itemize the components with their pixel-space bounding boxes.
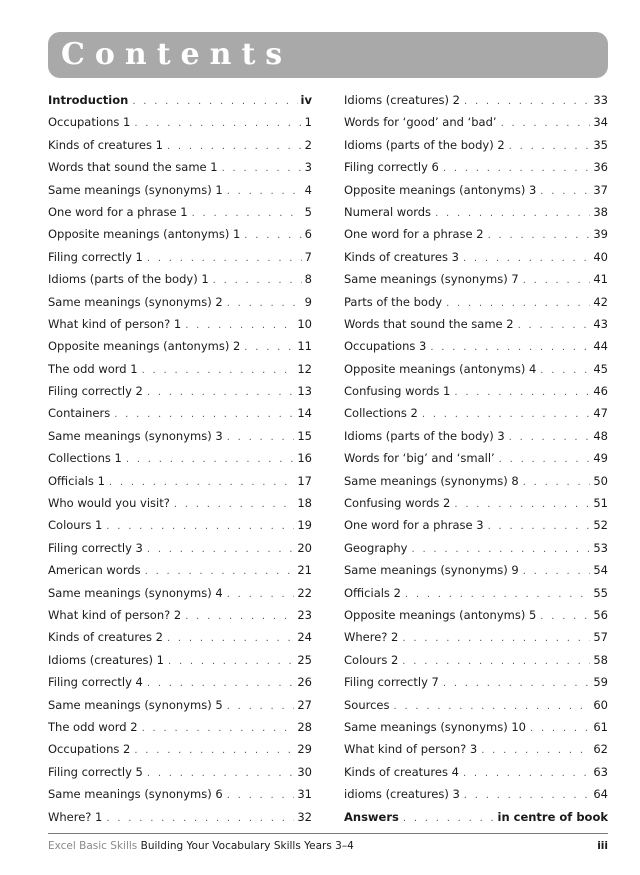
dot-leader bbox=[147, 248, 302, 270]
toc-entry bbox=[48, 537, 312, 559]
toc-entry-title: Numeral words bbox=[344, 204, 432, 219]
toc-entry bbox=[48, 179, 312, 201]
toc-entry bbox=[344, 470, 608, 492]
toc-entry-page: 21 bbox=[297, 563, 312, 578]
toc-entry-page: 63 bbox=[593, 764, 608, 779]
toc-entry-page: 37 bbox=[593, 182, 608, 197]
toc-entry bbox=[48, 604, 312, 626]
toc-entry-page: 33 bbox=[593, 93, 608, 107]
dot-leader bbox=[394, 696, 591, 718]
toc-entry bbox=[48, 268, 312, 290]
toc-entry-title: Idioms (creatures) 2 bbox=[344, 93, 460, 107]
toc-entry-title: Parts of the body bbox=[344, 294, 443, 309]
page-footer bbox=[48, 838, 608, 854]
toc-entry-title: Idioms (parts of the body) 3 bbox=[344, 428, 505, 443]
toc-entry-page: 30 bbox=[297, 764, 312, 779]
toc-entry bbox=[48, 291, 312, 313]
dot-leader bbox=[185, 606, 294, 628]
toc-entry bbox=[344, 402, 608, 424]
dot-leader bbox=[142, 718, 295, 740]
dot-leader bbox=[523, 561, 591, 583]
toc-entry bbox=[344, 268, 608, 290]
toc-entry-page: 48 bbox=[593, 428, 608, 443]
toc-entry-page: 55 bbox=[593, 585, 608, 600]
toc-entry-title: Same meanings (synonyms) 1 bbox=[48, 182, 223, 197]
toc-entry bbox=[344, 291, 608, 313]
toc-entry-page: 22 bbox=[297, 585, 312, 600]
toc-entry-title: Same meanings (synonyms) 2 bbox=[48, 294, 223, 309]
toc-entry-page: 57 bbox=[593, 630, 608, 645]
toc-entry-title: Same meanings (synonyms) 3 bbox=[48, 428, 223, 443]
toc-entry-title: Words that sound the same 1 bbox=[48, 160, 218, 175]
toc-entry-title: Idioms (creatures) 1 bbox=[48, 652, 164, 667]
toc-entry bbox=[344, 738, 608, 760]
toc-entry-page: 24 bbox=[297, 630, 312, 645]
toc-entry bbox=[344, 201, 608, 223]
toc-entry bbox=[48, 313, 312, 335]
toc-entry bbox=[48, 223, 312, 245]
toc-entry bbox=[344, 380, 608, 402]
toc-entry bbox=[344, 514, 608, 536]
dot-leader bbox=[443, 673, 591, 695]
toc-entry-title: Answers bbox=[344, 809, 399, 824]
dot-leader bbox=[222, 158, 302, 180]
dot-leader bbox=[114, 404, 294, 426]
dot-leader bbox=[464, 91, 590, 113]
dot-leader bbox=[446, 293, 590, 315]
toc-entry-page: 64 bbox=[593, 787, 608, 802]
toc-entry-page: 40 bbox=[593, 249, 608, 264]
toc-entry-page: 43 bbox=[593, 316, 608, 331]
dot-leader bbox=[540, 360, 590, 382]
dot-leader bbox=[422, 404, 591, 426]
toc-entry-title: Containers bbox=[48, 406, 111, 421]
toc-entry-page: 58 bbox=[593, 652, 608, 667]
dot-leader bbox=[174, 494, 295, 516]
toc-entry bbox=[344, 761, 608, 783]
dot-leader bbox=[454, 494, 590, 516]
toc-entry-title: One word for a phrase 3 bbox=[344, 518, 484, 533]
dot-leader bbox=[132, 91, 297, 113]
toc-entry-page: 11 bbox=[297, 339, 312, 354]
dot-leader bbox=[443, 158, 591, 180]
dot-leader bbox=[501, 113, 591, 135]
toc-entry-page: 44 bbox=[593, 339, 608, 354]
toc-entry-page: 52 bbox=[593, 518, 608, 533]
dot-leader bbox=[227, 785, 295, 807]
series-name: Excel Basic Skills bbox=[48, 840, 138, 852]
toc-entry-page: 1 bbox=[304, 115, 312, 130]
toc-entry bbox=[344, 179, 608, 201]
toc-entry bbox=[48, 649, 312, 671]
toc-entry-page: 39 bbox=[593, 227, 608, 242]
toc-entry-title: Where? 2 bbox=[344, 630, 399, 645]
toc-entry bbox=[344, 716, 608, 738]
toc-entry bbox=[344, 89, 608, 111]
toc-entry-title: Same meanings (synonyms) 6 bbox=[48, 787, 223, 802]
toc-entry bbox=[48, 806, 312, 828]
dot-leader bbox=[523, 472, 591, 494]
toc-entry-title: Introduction bbox=[48, 93, 129, 107]
toc-entry-title: Occupations 1 bbox=[48, 115, 131, 130]
toc-entry-page: 32 bbox=[297, 809, 312, 824]
toc-entry-title: Filing correctly 2 bbox=[48, 384, 143, 399]
toc-entry bbox=[48, 380, 312, 402]
toc-entry-page: iv bbox=[300, 93, 312, 107]
toc-entry-title: Sources bbox=[344, 697, 390, 712]
page-title: Contents bbox=[61, 37, 293, 72]
toc-entry-title: Kinds of creatures 1 bbox=[48, 137, 163, 152]
dot-leader bbox=[109, 472, 294, 494]
toc-entry-page: 45 bbox=[593, 361, 608, 376]
dot-leader bbox=[405, 584, 590, 606]
dot-leader bbox=[147, 382, 295, 404]
toc-entry-page: 51 bbox=[593, 496, 608, 511]
toc-entry-title: What kind of person? 3 bbox=[344, 742, 478, 757]
toc-entry bbox=[344, 783, 608, 805]
toc-entry-title: What kind of person? 1 bbox=[48, 316, 182, 331]
toc-entry-title: Opposite meanings (antonyms) 1 bbox=[48, 227, 241, 242]
dot-leader bbox=[530, 718, 590, 740]
toc-entry-page: 5 bbox=[304, 204, 312, 219]
toc-entry-title: Opposite meanings (antonyms) 2 bbox=[48, 339, 241, 354]
toc-entry-title: Geography bbox=[344, 540, 408, 555]
dot-leader bbox=[167, 136, 302, 158]
dot-leader bbox=[167, 628, 294, 650]
dot-leader bbox=[464, 785, 591, 807]
toc-entry bbox=[48, 134, 312, 156]
toc-entry-page: 46 bbox=[593, 384, 608, 399]
toc-entry bbox=[48, 783, 312, 805]
toc-entry bbox=[48, 671, 312, 693]
toc-entry-page: 27 bbox=[297, 697, 312, 712]
toc-entry bbox=[48, 470, 312, 492]
toc-entry bbox=[48, 514, 312, 536]
dot-leader bbox=[481, 740, 590, 762]
page-number: iii bbox=[597, 840, 608, 852]
dot-leader bbox=[488, 225, 591, 247]
toc-entry-page: 47 bbox=[593, 406, 608, 421]
dot-leader bbox=[126, 449, 295, 471]
toc-entry bbox=[344, 559, 608, 581]
toc-entry-title: Occupations 2 bbox=[48, 742, 131, 757]
toc-entry bbox=[48, 716, 312, 738]
toc-entry-page: 53 bbox=[593, 540, 608, 555]
toc-entry-page: 28 bbox=[297, 719, 312, 734]
toc-entry bbox=[48, 358, 312, 380]
toc-entry-page: 4 bbox=[304, 182, 312, 197]
toc-entry-page: 8 bbox=[304, 272, 312, 287]
toc-entry-page: 13 bbox=[297, 384, 312, 399]
dot-leader bbox=[523, 270, 591, 292]
toc-entry-page: 17 bbox=[297, 473, 312, 488]
toc-entry bbox=[48, 402, 312, 424]
toc-entry bbox=[48, 492, 312, 514]
toc-entry-page: 23 bbox=[297, 607, 312, 622]
dot-leader bbox=[106, 516, 294, 538]
dot-leader bbox=[463, 248, 590, 270]
toc-entry bbox=[48, 111, 312, 133]
dot-leader bbox=[227, 427, 295, 449]
dot-leader bbox=[147, 763, 295, 785]
toc-entry-title: Colours 1 bbox=[48, 518, 103, 533]
toc-entry bbox=[344, 694, 608, 716]
toc-entry-page: 3 bbox=[304, 160, 312, 175]
toc-entry-title: The odd word 2 bbox=[48, 719, 138, 734]
toc-entry bbox=[344, 537, 608, 559]
toc-entry-page: 31 bbox=[297, 787, 312, 802]
toc-entry-title: What kind of person? 2 bbox=[48, 607, 182, 622]
toc-entry-page: 60 bbox=[593, 697, 608, 712]
dot-leader bbox=[463, 763, 590, 785]
dot-leader bbox=[106, 808, 294, 830]
toc-entry-page: 7 bbox=[304, 249, 312, 264]
dot-leader bbox=[147, 539, 295, 561]
toc-entry-title: Words that sound the same 2 bbox=[344, 316, 514, 331]
toc-entry-page: 25 bbox=[297, 652, 312, 667]
toc-entry-title: Officials 1 bbox=[48, 473, 105, 488]
toc-entry bbox=[344, 806, 608, 828]
book-title: Building Your Vocabulary Skills Years 3–4 bbox=[140, 840, 354, 852]
dot-leader bbox=[402, 651, 590, 673]
toc-entry bbox=[344, 134, 608, 156]
toc-entry bbox=[48, 246, 312, 268]
toc-entry-title: Filing correctly 1 bbox=[48, 249, 143, 264]
toc-entry bbox=[344, 223, 608, 245]
toc-entry-title: Filing correctly 3 bbox=[48, 540, 143, 555]
toc-entry-page: 20 bbox=[297, 540, 312, 555]
dot-leader bbox=[227, 293, 302, 315]
toc-entry-title: idioms (creatures) 3 bbox=[344, 787, 460, 802]
toc-entry-title: Same meanings (synonyms) 9 bbox=[344, 563, 519, 578]
toc-entry-page: 36 bbox=[593, 160, 608, 175]
toc-entry-page: 26 bbox=[297, 675, 312, 690]
toc-entry bbox=[48, 201, 312, 223]
dot-leader bbox=[488, 516, 591, 538]
toc-entry-page: 61 bbox=[593, 719, 608, 734]
toc-entry-page: 12 bbox=[297, 361, 312, 376]
toc-entry-title: Same meanings (synonyms) 7 bbox=[344, 272, 519, 287]
toc-entry-title: Collections 1 bbox=[48, 451, 122, 466]
toc-entry-page: 19 bbox=[297, 518, 312, 533]
dot-leader bbox=[244, 225, 301, 247]
toc-entry-page: 10 bbox=[297, 316, 312, 331]
toc-entry bbox=[48, 89, 312, 111]
toc-entry-title: Same meanings (synonyms) 8 bbox=[344, 473, 519, 488]
dot-leader bbox=[213, 270, 302, 292]
toc-entry-page: 14 bbox=[297, 406, 312, 421]
dot-leader bbox=[402, 628, 590, 650]
dot-leader bbox=[192, 203, 302, 225]
toc-entry-page: 35 bbox=[593, 137, 608, 152]
toc-entry bbox=[48, 425, 312, 447]
toc-entry-title: Filing correctly 4 bbox=[48, 675, 143, 690]
dot-leader bbox=[142, 360, 295, 382]
dot-leader bbox=[145, 561, 295, 583]
toc-entry-page: 9 bbox=[304, 294, 312, 309]
toc-entry bbox=[48, 626, 312, 648]
toc-entry-title: Words for ‘big’ and ‘small’ bbox=[344, 451, 495, 466]
dot-leader bbox=[244, 337, 294, 359]
dot-leader bbox=[134, 740, 294, 762]
toc-entry-page: 2 bbox=[304, 137, 312, 152]
toc-entry bbox=[48, 447, 312, 469]
dot-leader bbox=[147, 673, 295, 695]
toc-entry bbox=[48, 761, 312, 783]
dot-leader bbox=[499, 449, 591, 471]
toc-entry-page: 34 bbox=[593, 115, 608, 130]
toc-entry-title: Opposite meanings (antonyms) 5 bbox=[344, 607, 537, 622]
toc-entry-title: Officials 2 bbox=[344, 585, 401, 600]
toc-entry-title: Words for ‘good’ and ‘bad’ bbox=[344, 115, 497, 130]
toc-entry-title: Opposite meanings (antonyms) 3 bbox=[344, 182, 537, 197]
toc-entry-title: Kinds of creatures 3 bbox=[344, 249, 459, 264]
toc-right-column bbox=[344, 89, 608, 828]
toc-entry-page: 50 bbox=[593, 473, 608, 488]
toc-entry-title: One word for a phrase 1 bbox=[48, 204, 188, 219]
toc-entry bbox=[48, 694, 312, 716]
toc-entry bbox=[344, 111, 608, 133]
dot-leader bbox=[227, 181, 302, 203]
toc-entry-page: 38 bbox=[593, 204, 608, 219]
dot-leader bbox=[540, 606, 590, 628]
toc-entry-page: 62 bbox=[593, 742, 608, 757]
toc-entry-title: Same meanings (synonyms) 4 bbox=[48, 585, 223, 600]
toc-entry bbox=[344, 492, 608, 514]
dot-leader bbox=[518, 315, 591, 337]
toc-entry-title: Same meanings (synonyms) 10 bbox=[344, 719, 526, 734]
footer-divider bbox=[48, 833, 608, 834]
toc-entry bbox=[48, 582, 312, 604]
toc-entry-title: American words bbox=[48, 563, 141, 578]
dot-leader bbox=[185, 315, 294, 337]
toc-entry-page: 18 bbox=[297, 496, 312, 511]
toc-entry-page: 29 bbox=[297, 742, 312, 757]
toc-entry bbox=[48, 335, 312, 357]
toc-entry bbox=[344, 335, 608, 357]
dot-leader bbox=[430, 337, 590, 359]
toc-entry bbox=[344, 358, 608, 380]
toc-entry-page: 16 bbox=[297, 451, 312, 466]
toc-entry bbox=[344, 626, 608, 648]
toc-entry-title: Colours 2 bbox=[344, 652, 399, 667]
toc-entry-title: Occupations 3 bbox=[344, 339, 427, 354]
toc-entry bbox=[344, 447, 608, 469]
dot-leader bbox=[454, 382, 590, 404]
dot-leader bbox=[435, 203, 590, 225]
toc-entry bbox=[344, 604, 608, 626]
toc-entry bbox=[48, 738, 312, 760]
toc-entry bbox=[48, 156, 312, 178]
toc-entry-title: Who would you visit? bbox=[48, 496, 170, 511]
toc-entry-title: Confusing words 2 bbox=[344, 496, 451, 511]
toc-entry-title: Kinds of creatures 2 bbox=[48, 630, 163, 645]
toc-entry-title: Collections 2 bbox=[344, 406, 418, 421]
toc-entry-title: Confusing words 1 bbox=[344, 384, 451, 399]
toc-entry bbox=[344, 649, 608, 671]
toc-entry-page: 41 bbox=[593, 272, 608, 287]
dot-leader bbox=[168, 651, 294, 673]
toc-entry bbox=[48, 559, 312, 581]
toc-entry bbox=[344, 246, 608, 268]
toc-entry-title: Filing correctly 6 bbox=[344, 160, 439, 175]
toc-entry-title: Filing correctly 7 bbox=[344, 675, 439, 690]
contents-banner bbox=[48, 32, 608, 78]
toc-entry bbox=[344, 425, 608, 447]
dot-leader bbox=[227, 696, 295, 718]
toc-entry-title: Kinds of creatures 4 bbox=[344, 764, 459, 779]
toc-entry-title: Where? 1 bbox=[48, 809, 103, 824]
dot-leader bbox=[134, 113, 301, 135]
dot-leader bbox=[403, 808, 495, 830]
dot-leader bbox=[540, 181, 590, 203]
toc-entry-title: Filing correctly 5 bbox=[48, 764, 143, 779]
toc-entry-page: in centre of book bbox=[497, 809, 608, 824]
toc-left-column bbox=[48, 89, 312, 828]
toc-entry bbox=[344, 671, 608, 693]
toc-entry-page: 42 bbox=[593, 294, 608, 309]
toc-entry bbox=[344, 156, 608, 178]
toc-entry-title: Same meanings (synonyms) 5 bbox=[48, 697, 223, 712]
toc-entry-title: One word for a phrase 2 bbox=[344, 227, 484, 242]
toc-entry-title: Idioms (parts of the body) 1 bbox=[48, 272, 209, 287]
toc-entry-page: 6 bbox=[304, 227, 312, 242]
toc-entry bbox=[344, 313, 608, 335]
toc-entry bbox=[344, 582, 608, 604]
dot-leader bbox=[412, 539, 591, 561]
dot-leader bbox=[509, 427, 591, 449]
toc-entry-page: 15 bbox=[297, 428, 312, 443]
dot-leader bbox=[509, 136, 591, 158]
toc-entry-page: 49 bbox=[593, 451, 608, 466]
toc-entry-page: 56 bbox=[593, 607, 608, 622]
toc-entry-page: 59 bbox=[593, 675, 608, 690]
dot-leader bbox=[227, 584, 295, 606]
toc-entry-page: 54 bbox=[593, 563, 608, 578]
toc-entry-title: The odd word 1 bbox=[48, 361, 138, 376]
toc-entry-title: Opposite meanings (antonyms) 4 bbox=[344, 361, 537, 376]
toc-entry-title: Idioms (parts of the body) 2 bbox=[344, 137, 505, 152]
